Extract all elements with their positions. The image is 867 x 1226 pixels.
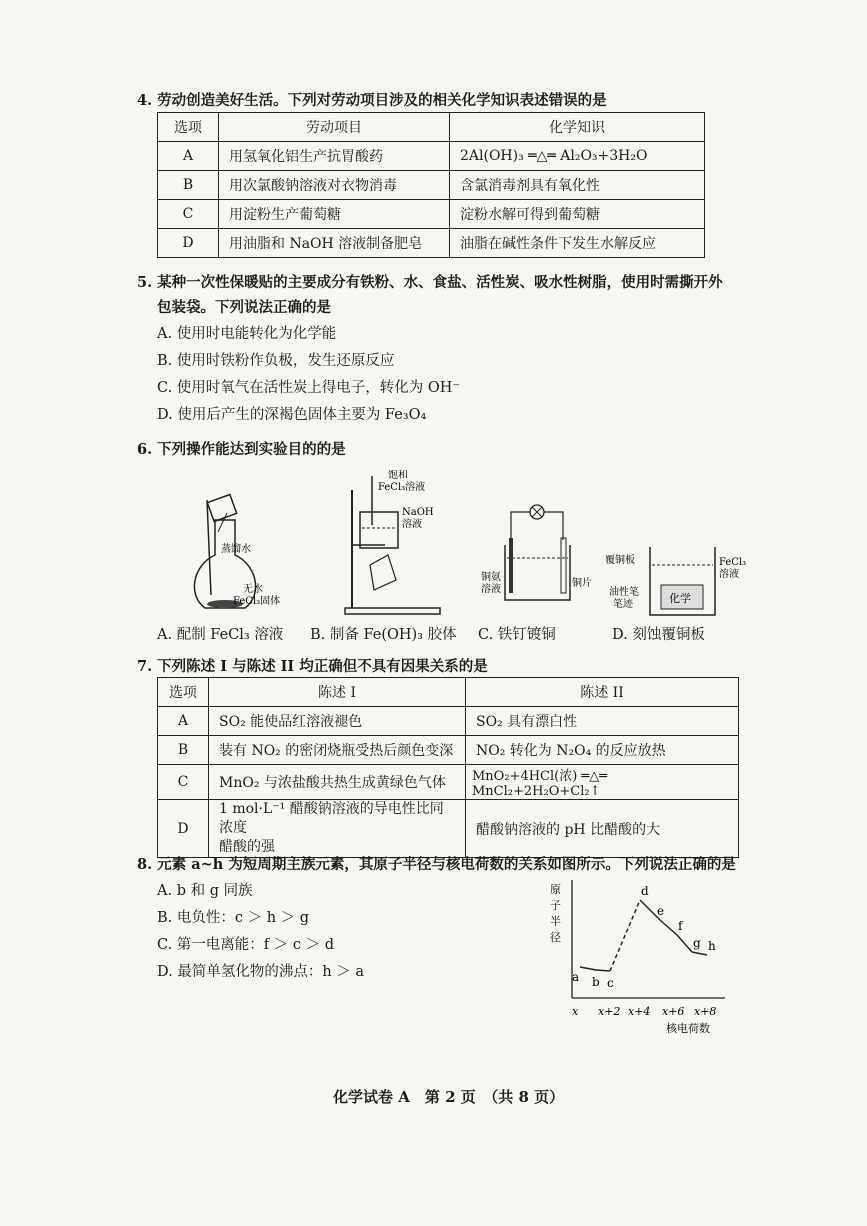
chart-ylabel-4: 径: [550, 931, 561, 944]
chart-segment: [677, 935, 692, 952]
table-row: [158, 229, 705, 258]
fig-b-label-solution: 溶液: [402, 519, 422, 530]
q5-option-a: A. 使用时电能转化为化学能: [157, 326, 337, 342]
q8-option-b: B. 电负性：c ＞ h ＞ g: [157, 910, 310, 926]
q4-row-knowledge: 2Al(OH)₃ ═△═ Al₂O₃+3H₂O: [450, 142, 705, 171]
q5-option-d: D. 使用后产生的深褐色固体主要为 Fe₃O₄: [157, 407, 427, 423]
chart-x-tick-label: x+2: [598, 1005, 621, 1018]
q7-row-statement2: MnO₂+4HCl(浓) ═△═ MnCl₂+2H₂O+Cl₂↑: [466, 765, 739, 800]
q7-row-option: C: [158, 765, 209, 800]
q7-row-option: A: [158, 707, 209, 736]
chart-point-label: e: [657, 904, 665, 918]
q7-header-statement2: 陈述 II: [466, 678, 739, 707]
q5-stem-line1: 5. 某种一次性保暖贴的主要成分有铁粉、水、食盐、活性炭、吸水性树脂，使用时需撕开外: [137, 274, 723, 291]
fig-electroplating-cell: [475, 500, 595, 615]
table-row: [158, 736, 739, 765]
fig-b-label-fecl3: FeCl₃溶液: [378, 482, 426, 493]
fig-d-label-marker: 油性笔: [609, 587, 639, 598]
q7-row-option: B: [158, 736, 209, 765]
fig-volumetric-flask: [175, 480, 295, 620]
q7-row-statement1: MnO₂ 与浓盐酸共热生成黄绿色气体: [209, 765, 466, 800]
table-row: [158, 707, 739, 736]
chart-point-label: d: [641, 884, 649, 898]
q4-header-option: 选项: [158, 113, 219, 142]
q6-option-d: D. 刻蚀覆铜板: [612, 627, 705, 643]
q4-header-knowledge: 化学知识: [450, 113, 705, 142]
q4-row-item: 用氢氧化铝生产抗胃酸药: [219, 142, 450, 171]
q7-row-statement1-cell: [209, 800, 466, 858]
q4-header-item: 劳动项目: [219, 113, 450, 142]
chart-x-tick-label: x+4: [628, 1005, 651, 1018]
fig-c-label-copper-plate: 铜片: [572, 578, 592, 589]
q4-row-option: A: [158, 142, 219, 171]
q6-option-a: A. 配制 FeCl₃ 溶液: [157, 627, 284, 643]
chart-point-label: g: [693, 936, 701, 950]
q6-option-b: B. 制备 Fe(OH)₃ 胶体: [310, 627, 457, 643]
page-footer: 化学试卷 A 第 2 页 （共 8 页）: [333, 1088, 565, 1106]
chart-segment: [580, 967, 596, 970]
q5-option-c: C. 使用时氧气在活性炭上得电子，转化为 OH⁻: [157, 380, 461, 396]
chart-segment: [610, 900, 640, 971]
table-row: [158, 800, 739, 858]
q7-row-statement2: NO₂ 转化为 N₂O₄ 的反应放热: [466, 736, 739, 765]
q7-row-statement1: SO₂ 能使品红溶液褪色: [209, 707, 466, 736]
q8-option-a: A. b 和 g 同族: [157, 883, 253, 899]
chart-segment: [692, 952, 707, 955]
q6-option-c: C. 铁钉镀铜: [478, 627, 556, 643]
q7-row-statement1-line1: 1 mol·L⁻¹ 醋酸钠溶液的导电性比同浓度: [219, 801, 444, 836]
chart-x-tick-label: x+6: [662, 1005, 685, 1018]
chart-point-label: b: [592, 975, 600, 989]
q5-stem-line2: 包装袋。下列说法正确的是: [157, 299, 331, 316]
chart-ylabel-3: 半: [550, 915, 561, 928]
chart-x-tick-label: x: [572, 1005, 579, 1018]
fig-hydroxide-colloid-setup: [330, 470, 460, 620]
q4-row-knowledge: 含氯消毒剂具有氧化性: [450, 171, 705, 200]
q4-row-option: C: [158, 200, 219, 229]
fig-a-label-anhydrous: 无水: [243, 584, 263, 595]
q4-row-knowledge: 油脂在碱性条件下发生水解反应: [450, 229, 705, 258]
table-row: [158, 142, 705, 171]
q4-stem: 4. 劳动创造美好生活。下列对劳动项目涉及的相关化学知识表述错误的是: [137, 92, 607, 109]
q6-stem: 6. 下列操作能达到实验目的的是: [137, 441, 346, 458]
q4-row-knowledge: 淀粉水解可得到葡萄糖: [450, 200, 705, 229]
q4-row-option: D: [158, 229, 219, 258]
fig-d-label-trace: 笔迹: [613, 599, 633, 610]
q8-option-d: D. 最简单氢化物的沸点：h ＞ a: [157, 964, 365, 980]
fig-d-label-fecl3: FeCl₃: [719, 557, 747, 568]
fig-c-label-copper-ammonia: 铜氨: [481, 572, 501, 583]
q7-row-option: D: [158, 800, 209, 858]
chart-point-label: c: [607, 976, 614, 990]
fig-d-label-copper-board: 覆铜板: [605, 555, 635, 566]
chart-point-label: a: [572, 970, 580, 984]
q7-table: [157, 677, 739, 858]
fig-d-label-solution: 溶液: [719, 569, 739, 580]
q4-row-item: 用淀粉生产葡萄糖: [219, 200, 450, 229]
chart-point-label: h: [708, 939, 716, 953]
fig-c-label-solution: 溶液: [481, 584, 501, 595]
chart-segment: [596, 970, 610, 971]
q7-row-statement1-line2: 醋酸的强: [219, 839, 275, 855]
q4-table: [157, 112, 705, 258]
q4-row-item: 用油脂和 NaOH 溶液制备肥皂: [219, 229, 450, 258]
chart-xlabel: 核电荷数: [666, 1022, 710, 1035]
fig-a-label-water: 蒸馏水: [221, 544, 251, 555]
q4-row-option: B: [158, 171, 219, 200]
q4-row-item: 用次氯酸钠溶液对衣物消毒: [219, 171, 450, 200]
chart-segment: [660, 920, 677, 935]
q7-row-statement2: 醋酸钠溶液的 pH 比醋酸的大: [466, 800, 739, 858]
q8-radius-chart: [540, 875, 740, 1040]
q7-header-option: 选项: [158, 678, 209, 707]
chart-ylabel-2: 子: [550, 899, 561, 912]
chart-point-label: f: [678, 919, 683, 933]
q7-header-statement1: 陈述 I: [209, 678, 466, 707]
q8-stem: 8. 元素 a~h 为短周期主族元素，其原子半径与核电荷数的关系如图所示。下列说法正确的是: [137, 856, 736, 873]
fig-b-label-naoh: NaOH: [402, 507, 434, 518]
q7-stem: 7. 下列陈述 I 与陈述 II 均正确但不具有因果关系的是: [137, 658, 488, 675]
table-row: [158, 171, 705, 200]
table-row: [158, 765, 739, 800]
q8-option-c: C. 第一电离能：f ＞ c ＞ d: [157, 937, 335, 953]
chart-ylabel-1: 原: [550, 883, 561, 896]
q7-row-statement1: 装有 NO₂ 的密闭烧瓶受热后颜色变深: [209, 736, 466, 765]
fig-b-label-saturated: 饱和: [388, 470, 408, 481]
table-row: [158, 200, 705, 229]
q5-option-b: B. 使用时铁粉作负极，发生还原反应: [157, 353, 395, 369]
q7-row-statement2: SO₂ 具有漂白性: [466, 707, 739, 736]
fig-etching-beaker: [605, 535, 755, 620]
fig-d-label-chemistry: 化学: [669, 592, 691, 605]
fig-a-label-solid: FeCl₃固体: [233, 596, 281, 607]
chart-x-tick-label: x+8: [694, 1005, 717, 1018]
